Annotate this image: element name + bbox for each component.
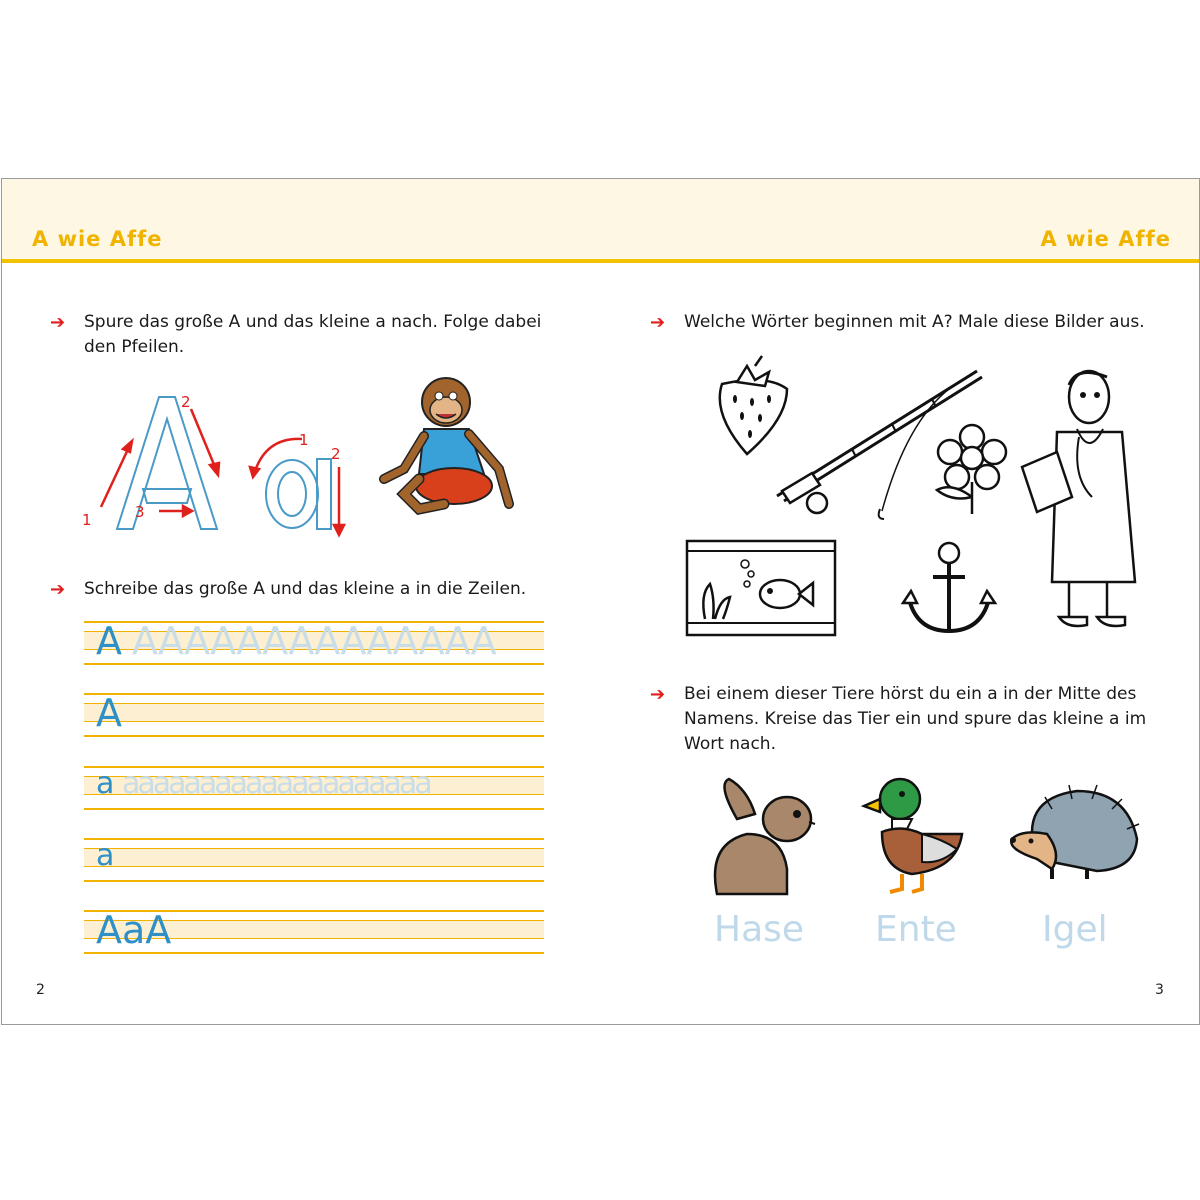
page-number-right: 3 [1155, 982, 1164, 998]
small-a-outline [266, 459, 331, 529]
big-a-outline [117, 397, 217, 529]
arrow-number-1: 1 [82, 511, 92, 529]
writing-row-4[interactable] [84, 838, 544, 882]
arrow-number-3: 3 [135, 503, 145, 521]
duck-icon[interactable] [862, 774, 972, 896]
arrow-number-a1: 1 [299, 431, 309, 449]
tracing-letters [77, 389, 367, 549]
hedgehog-icon[interactable] [1007, 779, 1142, 884]
book-spread [1, 178, 1200, 1025]
row-sample: A [96, 691, 122, 735]
left-instruction-1-text: Spure das große A und das kleine a nach. Folge dabei den Pfeilen. [84, 312, 542, 357]
writing-row-1[interactable] [84, 621, 544, 665]
word-hase: Hase [714, 909, 805, 950]
arrow-right-icon: ➔ [650, 684, 666, 705]
right-page-title: A wie Affe [1040, 227, 1171, 251]
monkey-icon [374, 374, 539, 539]
row-sample: a [96, 838, 115, 873]
right-instruction-2 [650, 682, 1164, 757]
left-instruction-2-text: Schreibe das große A und das kleine a in die Zeilen. [84, 579, 527, 599]
right-instruction-2-text: Bei einem dieser Tiere hörst du ein a in der Mitte des Namens. Kreise das Tier ein und spure das kleine a im Wort nach. [684, 684, 1147, 754]
left-instruction-2 [50, 577, 554, 602]
row-trace: AAAAAAAAAAAAAA [132, 619, 496, 663]
row-sample: a [96, 766, 115, 801]
header-rule [2, 259, 1199, 263]
left-page-title: A wie Affe [32, 227, 163, 251]
writing-row-3[interactable] [84, 766, 544, 810]
row-sample: AaA [96, 908, 172, 952]
aquarium-icon[interactable] [685, 539, 837, 637]
page-number-left: 2 [36, 982, 45, 998]
arrow-number-a2: 2 [331, 445, 341, 463]
right-instruction-1-text: Welche Wörter beginnen mit A? Male diese Bilder aus. [684, 312, 1145, 332]
left-instruction-1 [50, 310, 554, 360]
right-instruction-1 [650, 310, 1164, 335]
arrow-right-icon: ➔ [50, 312, 66, 333]
word-igel: Igel [1042, 909, 1108, 950]
arrow-right-icon: ➔ [650, 312, 666, 333]
header-band [2, 179, 1199, 262]
word-ente: Ente [875, 909, 957, 950]
writing-row-2[interactable] [84, 693, 544, 737]
writing-row-5[interactable] [84, 910, 544, 954]
arrow-number-2: 2 [181, 393, 191, 411]
rabbit-icon[interactable] [707, 774, 819, 896]
flower-icon[interactable] [932, 422, 1012, 517]
row-sample: A [96, 619, 122, 663]
arrow-right-icon: ➔ [50, 579, 66, 600]
doctor-icon[interactable] [1017, 367, 1157, 637]
row-trace: aaaaaaaaaaaaaaaaaaaa [122, 766, 430, 801]
anchor-icon[interactable] [899, 539, 999, 639]
